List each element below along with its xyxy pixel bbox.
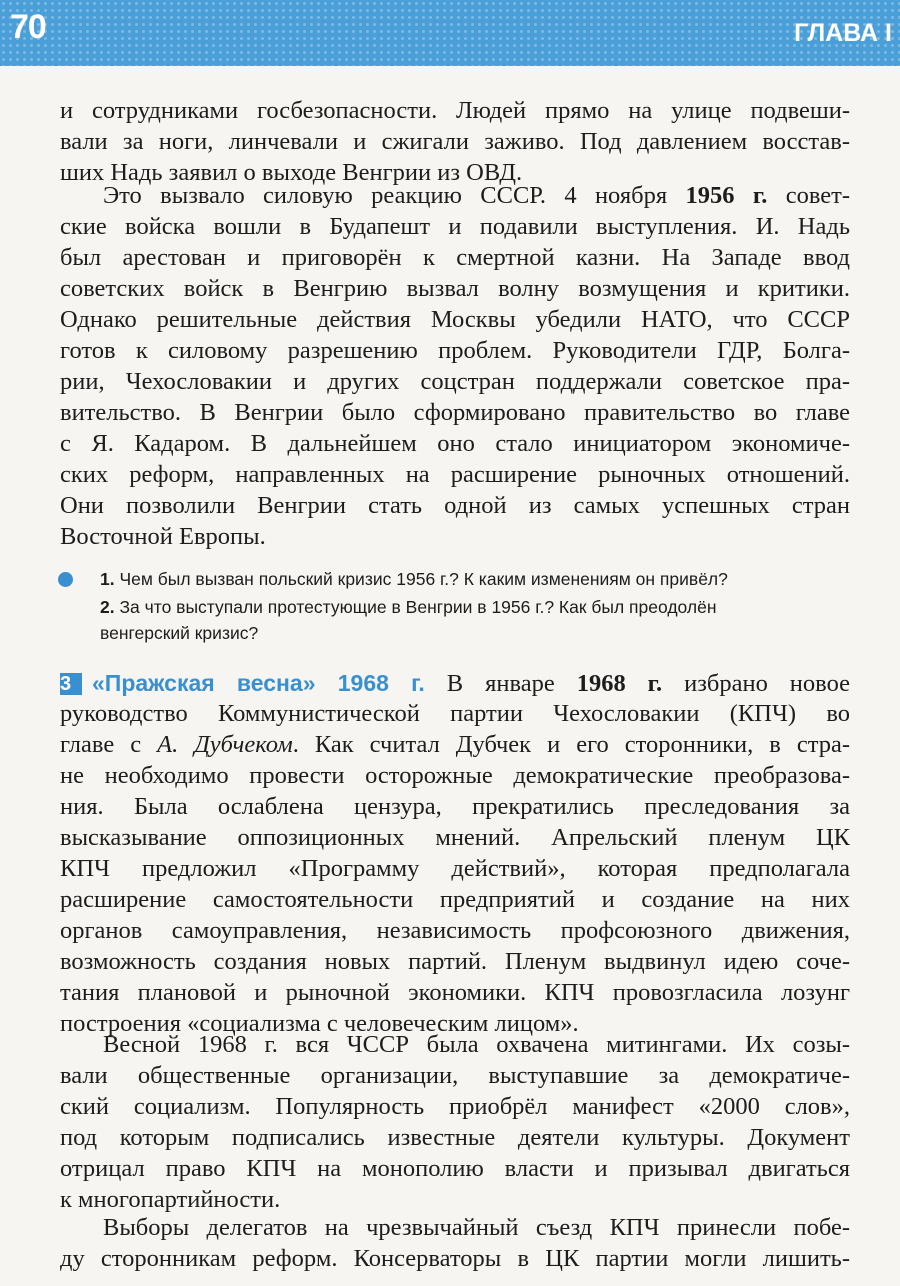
question-number: 2. <box>100 597 115 617</box>
text-line: рии, Чехословакии и других соцстран поддержали советское пра- <box>60 368 850 395</box>
text-line: готов к силовому разрешению проблем. Руководители ГДР, Болга- <box>60 337 850 364</box>
question-text: За что выступали протестующие в Венгрии в 1956 г.? Как был преодолён <box>114 597 717 617</box>
text-line: органов самоуправления, независимость профсоюзного движения, <box>60 917 850 944</box>
questions-bullet-icon <box>58 572 73 587</box>
section-heading-line <box>60 668 850 698</box>
text-line: с Я. Кадаром. В дальнейшем оно стало инициатором экономиче- <box>60 430 850 457</box>
text-line: ния. Была ослаблена цензура, прекратились преследования за <box>60 793 850 820</box>
text-line: руководство Коммунистической партии Чехословакии (КПЧ) во <box>60 700 850 727</box>
text-line: Весной 1968 г. вся ЧССР была охвачена митингами. Их созы- <box>103 1031 850 1058</box>
text-line: ших Надь заявил о выходе Венгрии из ОВД. <box>60 159 523 186</box>
text-line: отрицал право КПЧ на монополию власти и призывал двигаться <box>60 1155 850 1182</box>
text-line: вали за ноги, линчевали и сжигали заживо. Под давлением восстав- <box>60 128 850 155</box>
text-line: был арестован и приговорён к смертной казни. На Западе ввод <box>60 244 850 271</box>
text-line: советских войск в Венгрию вызвал волну возмущения и критики. <box>60 275 850 302</box>
text-line: ских реформ, направленных на расширение рыночных отношений. <box>60 461 850 488</box>
question-2-continuation: венгерский кризис? <box>100 623 259 643</box>
text-line: высказывание оппозиционных мнений. Апрельский пленум ЦК <box>60 824 850 851</box>
text-line: тания плановой и рыночной экономики. КПЧ провозгласила лозунг <box>60 979 850 1006</box>
text-line: возможность создания новых партий. Пленум выдвинул идею соче- <box>60 948 850 975</box>
question-number: 1. <box>100 569 115 589</box>
question-text: Чем был вызван польский кризис 1956 г.? К каким изменениям он привёл? <box>114 569 728 589</box>
text-line: расширение самостоятельности предприятий и создание на них <box>60 886 850 913</box>
text-line: ские войска вошли в Будапешт и подавили выступления. И. Надь <box>60 213 850 240</box>
text-line: КПЧ предложил «Программу действий», которая предполагала <box>60 855 850 882</box>
section-title: «Пражская весна» 1968 г. <box>92 670 425 696</box>
date-emphasis: 1956 г. <box>685 182 768 209</box>
text-line <box>60 181 850 211</box>
text-line: под которым подписались известные деятели культуры. Документ <box>60 1124 850 1151</box>
text-line: Восточной Европы. <box>60 523 266 550</box>
text-line: и сотрудниками госбезопасности. Людей прямо на улице подвеши- <box>60 97 850 124</box>
page-number: 70 <box>10 8 46 46</box>
text-line: ский социализм. Популярность приобрёл манифест «2000 слов», <box>60 1093 850 1120</box>
text-line: к многопартийности. <box>60 1186 281 1213</box>
chapter-label: ГЛАВА I <box>794 19 892 47</box>
text-line: построения «социализма с человеческим лицом». <box>60 1010 579 1037</box>
text-line <box>60 730 850 760</box>
date-emphasis: 1968 г. <box>576 670 663 697</box>
text-line: Выборы делегатов на чрезвычайный съезд КПЧ принесли побе- <box>103 1214 850 1241</box>
text-line: не необходимо провести осторожные демократические преобразова- <box>60 762 850 789</box>
text-line: ду сторонникам реформ. Консерваторы в ЦК партии могли лишить- <box>60 1245 850 1272</box>
question-2 <box>100 594 860 620</box>
text-span: избрано новое <box>662 670 850 697</box>
text-line: Однако решительные действия Москвы убедили НАТО, что СССР <box>60 306 850 333</box>
person-name-emphasis: А. Дубчеком <box>157 731 293 758</box>
text-span: Это вызвало силовую реакцию СССР. 4 ноября <box>103 182 686 209</box>
text-line: вали общественные организации, выступавшие за демократиче- <box>60 1062 850 1089</box>
text-line: вительство. В Венгрии было сформировано правительство во главе <box>60 399 850 426</box>
question-1 <box>100 566 860 592</box>
text-line: Они позволили Венгрии стать одной из самых успешных стран <box>60 492 850 519</box>
text-span: главе с <box>60 731 158 758</box>
page-header-band <box>0 0 900 66</box>
text-span: . Как считал Дубчек и его сторонники, в стра- <box>292 731 850 758</box>
text-span: В январе <box>424 670 577 697</box>
text-span: совет- <box>767 182 850 209</box>
section-number-badge: 3 <box>60 673 82 695</box>
